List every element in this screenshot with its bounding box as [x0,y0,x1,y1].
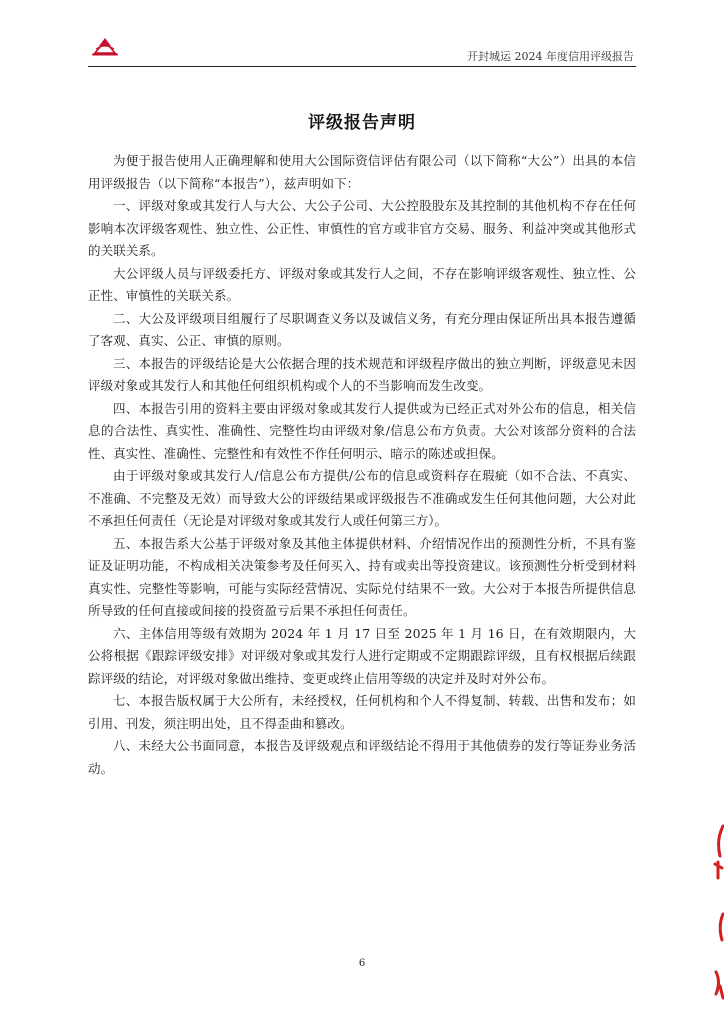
report-header-title: 开封城运 2024 年度信用评级报告 [467,50,634,63]
paragraph-item-3: 三、本报告的评级结论是大公依据合理的技术规范和评级程序做出的独立判断，评级意见未因评级对象或其发行人和其他任何组织机构或个人的不当影响而发生改变。 [88,355,636,393]
paragraph-item-7: 七、本报告版权属于大公所有，未经授权，任何机构和个人不得复制、转载、出售和发布；如引用、刊发，须注明出处，且不得歪曲和篡改。 [88,693,636,731]
paragraph-item-6: 六、主体信用等级有效期为 2024 年 1 月 17 日至 2025 年 1 月 16 日，在有效期限内，大公将根据《跟踪评级安排》对评级对象或其发行人进行定期或不定期跟踪评级，且有权根据后续跟踪评级的结论，对评级对象做出维持、变更或终止信用等级的决定并及时对外公布。 [88,625,636,686]
paragraph-item-2: 二、大公及评级项目组履行了尽职调查义务以及诚信义务，有充分理由保证所出具本报告遵循了客观、真实、公正、审慎的原则。 [88,310,636,348]
paragraph-item-4: 四、本报告引用的资料主要由评级对象或其发行人提供或为已经正式对外公布的信息，相关信息的合法性、真实性、准确性、完整性均由评级对象/信息公布方负责。大公对该部分资料的合法性、真实性、准确性、完整性和有效性不作任何明示、暗示的陈述或担保。 [88,400,636,461]
dagong-logo-icon [90,37,120,57]
page-number: 6 [358,958,366,969]
paragraph-item-1-supplement: 大公评级人员与评级委托方、评级对象或其发行人之间，不存在影响评级客观性、独立性、公正性、审慎性的关联关系。 [88,265,636,303]
paragraph-item-5: 五、本报告系大公基于评级对象及其他主体提供材料、介绍情况作出的预测性分析，不具有鉴证及证明功能，不构成相关决策参考及任何买入、持有或卖出等投资建议。该预测性分析受到材料真实性、完整性等影响，可能与实际经营情况、实际兑付结果不一致。大公对于本报告所提供信息所导致的任何直接或间接的投资盈亏后果不承担任何责任。 [88,535,636,618]
declaration-body [88,150,636,780]
page-title: 评级报告声明 [308,113,416,133]
paragraph-intro: 为便于报告使用人正确理解和使用大公国际资信评估有限公司（以下简称“大公”）出具的本信用评级报告（以下简称“本报告”），兹声明如下： [88,153,636,191]
paragraph-item-4-supplement: 由于评级对象或其发行人/信息公布方提供/公布的信息或资料存在瑕疵（如不合法、不真实、不准确、不完整及无效）而导致大公的评级结果或评级报告不准确或发生任何其他问题，大公对此不承担任何责任（无论是对评级对象或其发行人或任何第三方）。 [88,468,636,528]
paragraph-item-8: 八、未经大公书面同意，本报告及评级观点和评级结论不得用于其他债券的发行等证券业务活动。 [88,738,636,776]
header-divider [88,66,636,67]
red-seal-fragment-icon [710,822,724,1002]
paragraph-item-1: 一、评级对象或其发行人与大公、大公子公司、大公控股股东及其控制的其他机构不存在任何影响本次评级客观性、独立性、公正性、审慎性的官方或非官方交易、服务、利益冲突或其他形式的关联关系。 [88,198,636,258]
